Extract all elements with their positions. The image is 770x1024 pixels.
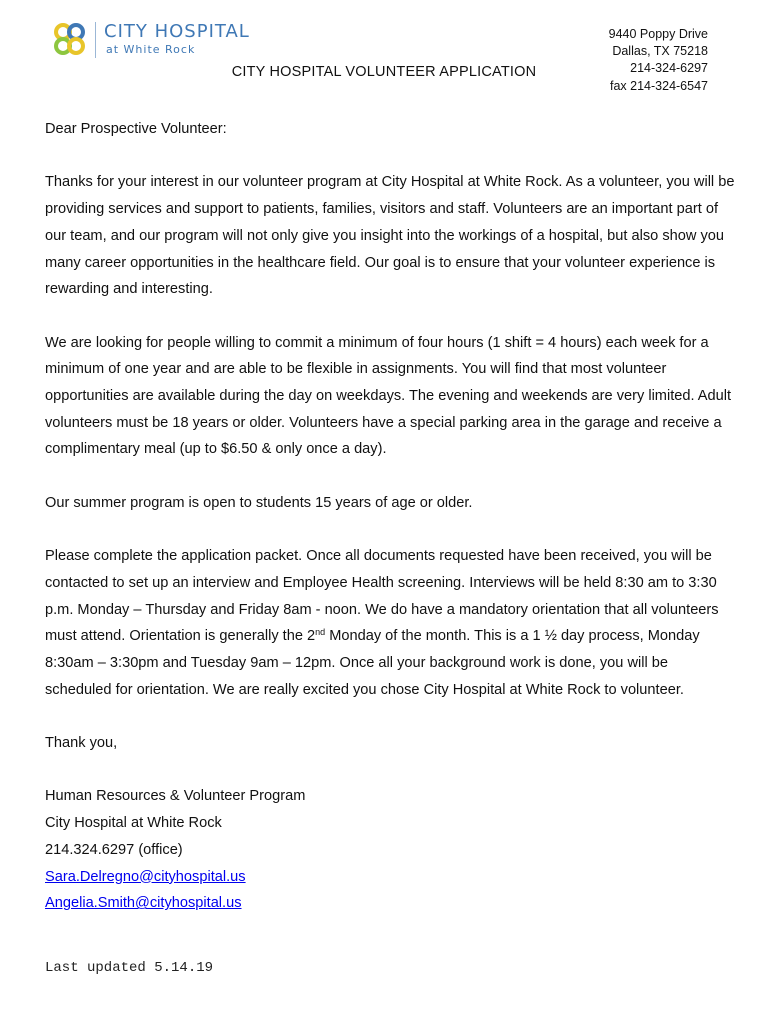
address-street: 9440 Poppy Drive [608,27,708,41]
signature-department: Human Resources & Volunteer Program [45,788,306,805]
last-updated: Last updated 5.14.19 [45,960,214,976]
email-link-sara[interactable]: Sara.Delregno@cityhospital.us [45,868,246,885]
logo-subtitle: at White Rock [106,43,196,56]
logo-name: CITY HOSPITAL [104,21,250,42]
closing: Thank you, [45,735,118,752]
salutation: Dear Prospective Volunteer: [45,121,227,137]
hospital-address [609,26,708,95]
paragraph-application [45,543,735,703]
document-title [0,64,770,80]
paragraph-summer-program: Our summer program is open to students 15 years of age or older. [45,494,473,511]
logo-divider [95,22,96,58]
hospital-logo [50,18,270,62]
address-phone: 214-324-6297 [630,61,708,76]
paragraph-application-part2: Monday of the month. This is a 1 ½ day process, Monday 8:30am – 3:30pm and Tuesday 9am – 12pm. Once all your background work is done, you will be scheduled for orientation. We are really excited you chose City Hospital at White Rock to volunteer. [45,628,700,698]
paragraph-commitment: We are looking for people willing to commit a minimum of four hours (1 shift = 4 hours) each week for a minimum of one year and are able to be flexible in assignments. You will find that most volunteer opportunities are available during the day on weekdays. The evening and weekends are very limited. Adult volunteers must be 18 years or older. Volunteers have a special parking area in the garage and receive a complimentary meal (up to $6.50 & only once a day). [45,334,732,458]
letter-body [45,116,735,917]
ordinal-superscript: nd [315,627,326,638]
logo-mark-icon [50,20,90,60]
signature-organization: City Hospital at White Rock [45,815,222,832]
paragraph-intro: Thanks for your interest in our volunteer program at City Hospital at White Rock. As a volunteer, you will be providing services and support to patients, families, visitors and staff. Volunteers are an important part of our team, and our program will not only give you insight into the workings of a hospital, but also show you many career opportunities in the healthcare field. Our goal is to ensure that your volunteer experience is rewarding and interesting. [45,174,735,298]
signature-phone: 214.324.6297 (office) [45,841,183,858]
address-city: Dallas, TX 75218 [612,44,708,59]
document-title-text: CITY HOSPITAL VOLUNTEER APPLICATION [231,64,537,80]
address-fax: fax 214-324-6547 [610,78,708,93]
paragraph-application-part1: Please complete the application packet. Once all documents requested have been received, you will be contacted to set up an interview and Employee Health screening. Interviews will be held 8:30 am to 3:30 p.m. Monday – Thursday and Friday 8am - noon. We do have a mandatory orientation that all volunteers must attend. Orientation is generally the 2 [45,548,719,645]
email-link-angelia[interactable]: Angelia.Smith@cityhospital.us [45,895,242,912]
